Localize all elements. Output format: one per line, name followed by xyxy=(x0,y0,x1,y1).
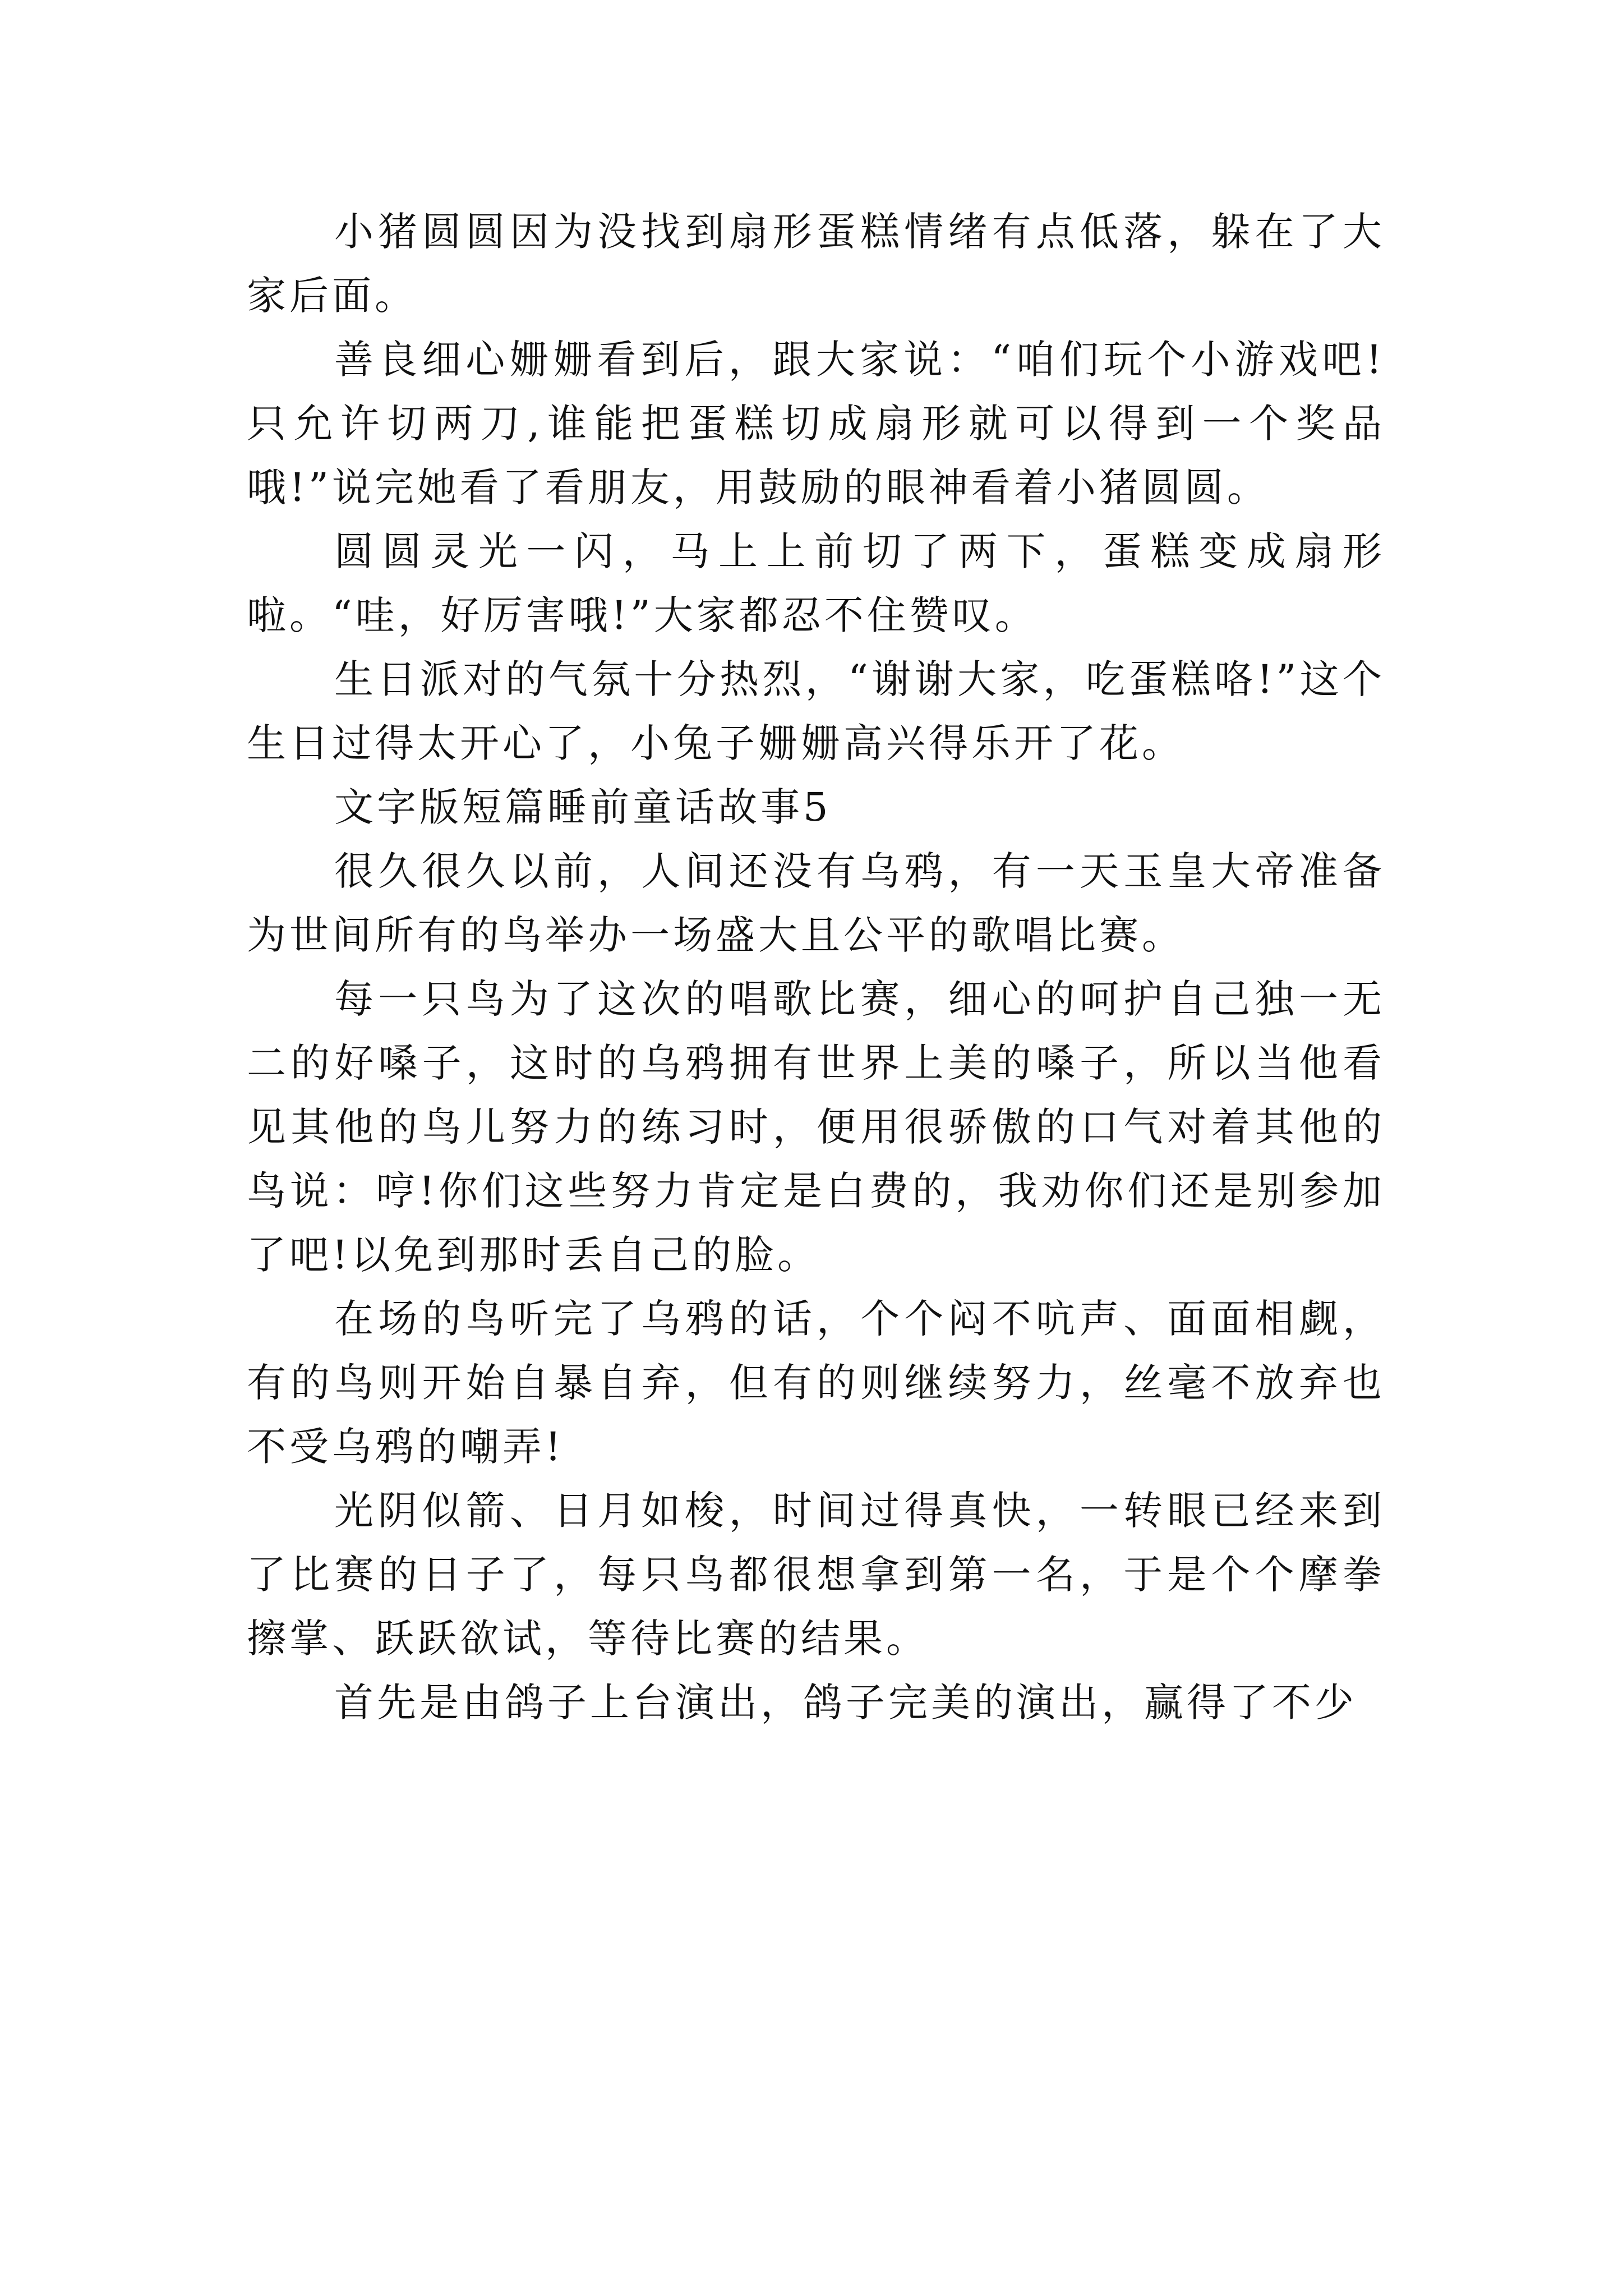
paragraph: 在场的鸟听完了乌鸦的话，个个闷不吭声、面面相觑，有的鸟则开始自暴自弃，但有的则继续努力，丝毫不放弃也不受乌鸦的嘲弄! xyxy=(247,1296,1385,1470)
paragraph: 很久很久以前，人间还没有乌鸦，有一天玉皇大帝准备为世间所有的鸟举办一场盛大且公平的歌唱比赛。 xyxy=(247,848,1385,958)
document-body xyxy=(247,200,1385,1734)
paragraph: 圆圆灵光一闪，马上上前切了两下，蛋糕变成扇形啦。“哇，好厉害哦!”大家都忍不住赞叹。 xyxy=(247,528,1385,638)
paragraph: 首先是由鸽子上台演出，鸽子完美的演出，赢得了不少 xyxy=(334,1680,1357,1726)
section-heading: 文字版短篇睡前童话故事5 xyxy=(334,784,832,830)
paragraph: 生日派对的气氛十分热烈，“谢谢大家，吃蛋糕咯!”这个生日过得太开心了，小兔子姗姗高兴得乐开了花。 xyxy=(247,656,1385,766)
paragraph: 善良细心姗姗看到后，跟大家说：“咱们玩个小游戏吧!只允许切两刀,谁能把蛋糕切成扇形就可以得到一个奖品哦!”说完她看了看朋友，用鼓励的眼神看着小猪圆圆。 xyxy=(247,337,1385,510)
paragraph: 光阴似箭、日月如梭，时间过得真快，一转眼已经来到了比赛的日子了，每只鸟都很想拿到第一名，于是个个摩拳擦掌、跃跃欲试，等待比赛的结果。 xyxy=(247,1488,1385,1662)
paragraph: 每一只鸟为了这次的唱歌比赛，细心的呵护自己独一无二的好嗓子，这时的乌鸦拥有世界上美的嗓子，所以当他看见其他的鸟儿努力的练习时，便用很骄傲的口气对着其他的鸟说：哼!你们这些努力肯定是白费的，我劝你们还是别参加了吧!以免到那时丢自己的脸。 xyxy=(247,976,1385,1278)
paragraph: 小猪圆圆因为没找到扇形蛋糕情绪有点低落，躲在了大家后面。 xyxy=(247,209,1385,319)
